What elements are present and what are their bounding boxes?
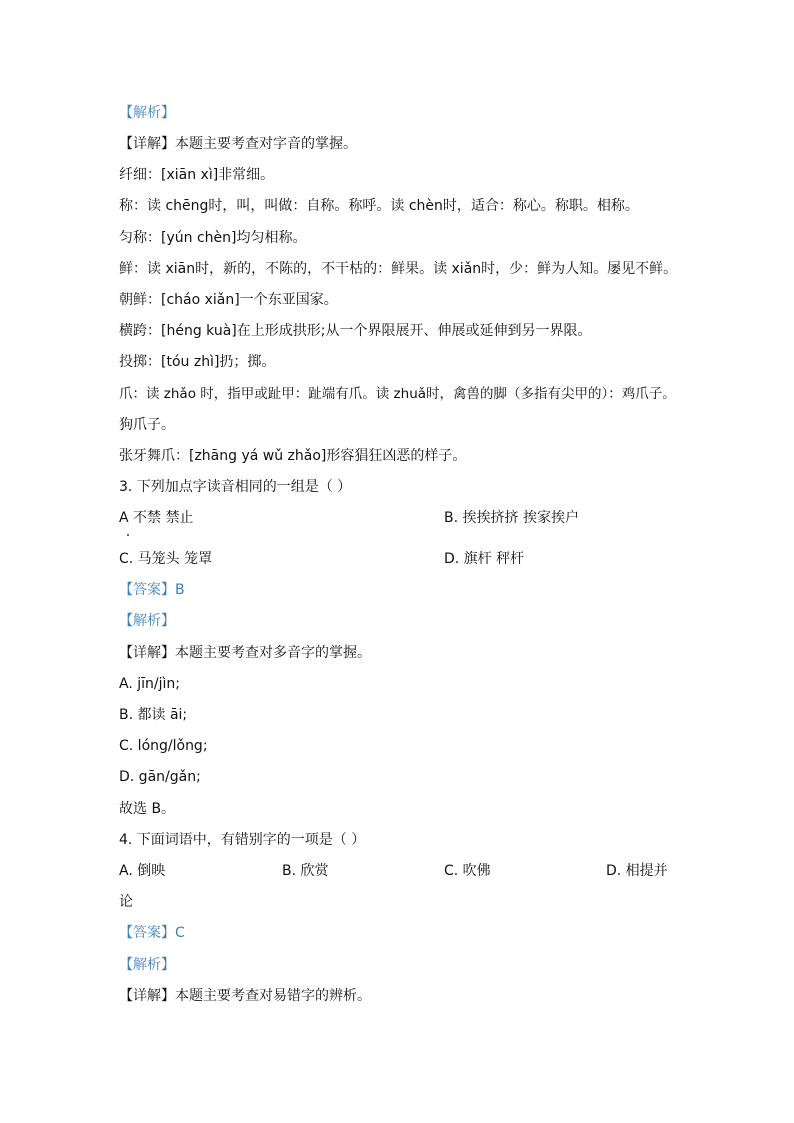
explanation-line: 投掷：[tóu zhì]扔；掷。 [119, 354, 276, 370]
option-b: B. 挨挨挤挤 挨家挨户 [444, 510, 579, 526]
option-d-continuation: 论 [119, 894, 133, 910]
explanation-line: C. lóng/lǒng; [119, 738, 208, 754]
detail-text: 【详解】本题主要考查对易错字的辨析。 [119, 988, 371, 1004]
explanation-line: 狗爪子。 [119, 417, 175, 433]
analysis-label: 【解析】 [119, 613, 175, 629]
answer-label: 【答案】B [119, 582, 185, 598]
option-c: C. 吹佛 [444, 863, 491, 879]
explanation-line: 朝鲜：[cháo xiǎn]一个东亚国家。 [119, 292, 338, 308]
explanation-line: D. gān/gǎn; [119, 769, 201, 785]
option-d: D. 相提并 [606, 863, 668, 879]
answer-label: 【答案】C [119, 925, 185, 941]
detail-text: 【详解】本题主要考查对多音字的掌握。 [119, 645, 371, 661]
explanation-line: 鲜：读 xiān时，新的，不陈的，不干枯的：鲜果。读 xiǎn时，少：鲜为人知。屡见不鲜。 [119, 261, 678, 277]
option-a: A. 倒映 [119, 863, 166, 879]
option-a: A 不禁 禁止 [119, 510, 194, 526]
explanation-line: 爪：读 zhǎo 时，指甲或趾甲：趾端有爪。读 zhuǎ时，禽兽的脚（多指有尖甲的）：鸡爪子。 [119, 386, 676, 402]
explanation-line: 横跨：[héng kuà]在上形成拱形;从一个界限展开、伸展或延伸到另一界限。 [119, 323, 592, 339]
explanation-line: B. 都读 āi; [119, 707, 188, 723]
detail-text: 【详解】本题主要考查对字音的掌握。 [119, 136, 357, 152]
analysis-label: 【解析】 [119, 957, 175, 973]
conclusion-line: 故选 B。 [119, 801, 176, 817]
analysis-label: 【解析】 [119, 105, 175, 121]
option-d: D. 旗杆 秤杆 [444, 551, 525, 567]
explanation-line: 称：读 chēng时，叫，叫做：自称。称呼。读 chèn时，适合：称心。称职。相称。 [119, 198, 639, 214]
option-c: C. 马笼头 笼罩 [119, 551, 213, 567]
explanation-line: A. jīn/jìn; [119, 676, 180, 692]
question-4-title: 4. 下面词语中，有错别字的一项是（ ） [119, 832, 366, 848]
emphasis-dot [127, 534, 129, 536]
explanation-line: 匀称：[yún chèn]均匀相称。 [119, 230, 307, 246]
question-3-title: 3. 下列加点字读音相同的一组是（ ） [119, 479, 352, 495]
option-b: B. 欣赏 [282, 863, 329, 879]
explanation-line: 张牙舞爪：[zhāng yá wǔ zhǎo]形容猖狂凶恶的样子。 [119, 448, 467, 464]
explanation-line: 纤细：[xiān xì]非常细。 [119, 167, 275, 183]
